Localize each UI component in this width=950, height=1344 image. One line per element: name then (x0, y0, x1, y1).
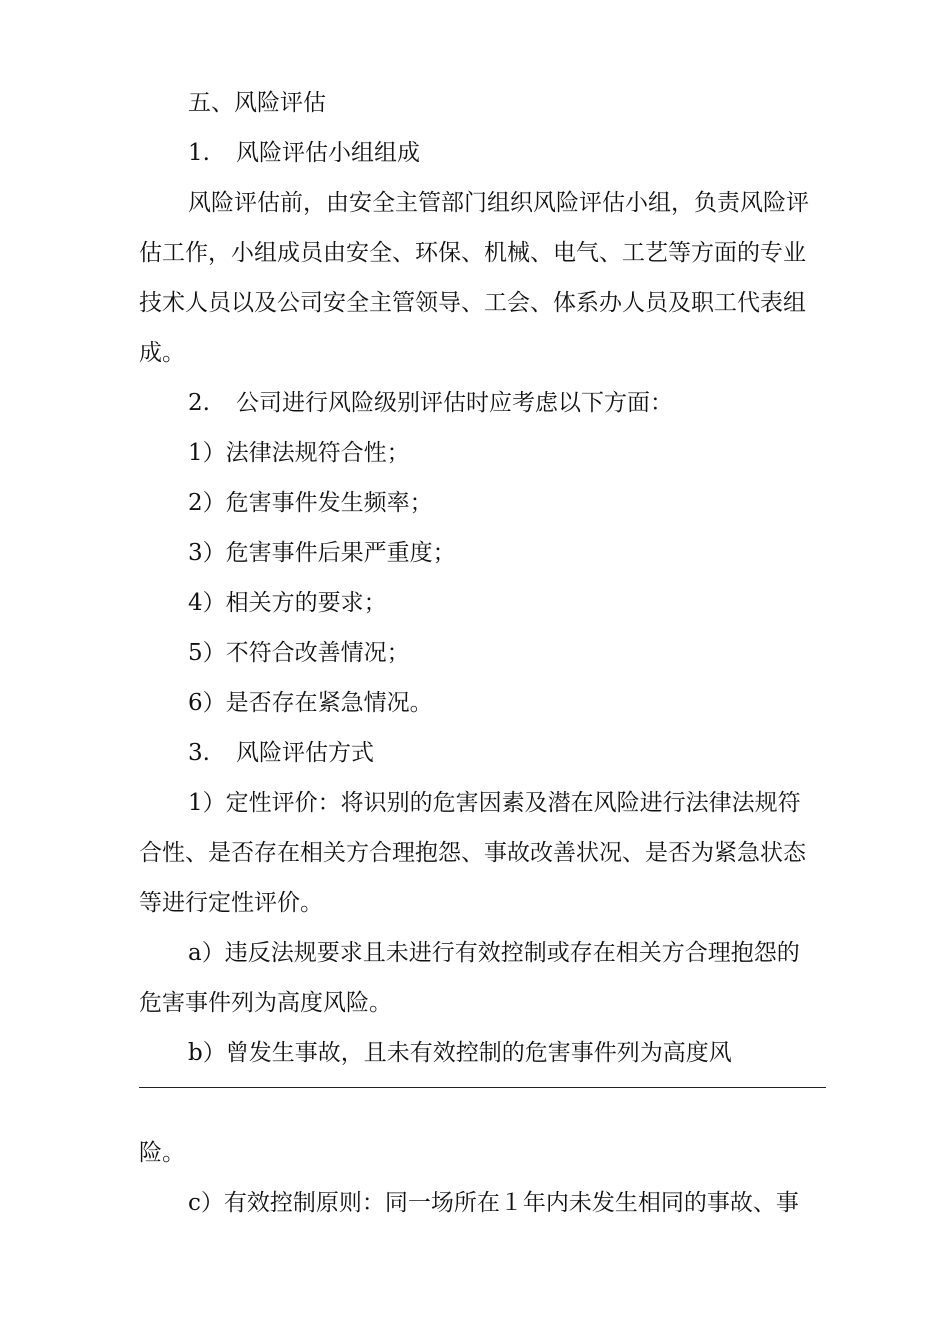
list-item-6: 6）是否存在紧急情况。 (188, 690, 433, 716)
paragraph-b-line-2: 险。 (139, 1140, 185, 1166)
paragraph-2-line-3: 等进行定性评价。 (139, 890, 323, 916)
list-item-3: 3）危害事件后果严重度； (188, 540, 456, 566)
subsection-1-number: 1. (188, 140, 210, 166)
paragraph-1-line-4: 成。 (139, 340, 185, 366)
paragraph-1-line-1: 风险评估前，由安全主管部门组织风险评估小组，负责风险评 (188, 190, 809, 216)
subsection-1-title: 风险评估小组组成 (236, 140, 420, 166)
page-break-divider (139, 1087, 826, 1088)
subsection-3-number: 3. (188, 740, 210, 766)
paragraph-c-line-1: c）有效控制原则：同一场所在１年内未发生相同的事故、事 (188, 1190, 799, 1216)
list-item-5: 5）不符合改善情况； (188, 640, 410, 666)
list-item-2: 2）危害事件发生频率； (188, 490, 433, 516)
subsection-2-heading (188, 388, 673, 418)
paragraph-1-line-3: 技术人员以及公司安全主管领导、工会、体系办人员及职工代表组 (139, 290, 806, 316)
section-heading: 五、风险评估 (188, 90, 326, 116)
paragraph-a-line-1: a）违反法规要求且未进行有效控制或存在相关方合理抱怨的 (188, 940, 800, 966)
subsection-3-title: 风险评估方式 (236, 740, 374, 766)
list-item-1: 1）法律法规符合性； (188, 440, 410, 466)
paragraph-a-line-2: 危害事件列为高度风险。 (139, 990, 392, 1016)
paragraph-2-line-2: 合性、是否存在相关方合理抱怨、事故改善状况、是否为紧急状态 (139, 840, 806, 866)
subsection-2-number: 2. (188, 390, 210, 416)
subsection-2-title: 公司进行风险级别评估时应考虑以下方面： (236, 390, 673, 416)
paragraph-2-line-1: 1）定性评价：将识别的危害因素及潜在风险进行法律法规符 (188, 790, 801, 816)
subsection-1-heading (188, 138, 420, 168)
paragraph-1-line-2: 估工作，小组成员由安全、环保、机械、电气、工艺等方面的专业 (139, 240, 806, 266)
paragraph-b-line-1: b）曾发生事故，且未有效控制的危害事件列为高度风 (188, 1040, 732, 1066)
list-item-4: 4）相关方的要求； (188, 590, 387, 616)
subsection-3-heading (188, 738, 374, 768)
